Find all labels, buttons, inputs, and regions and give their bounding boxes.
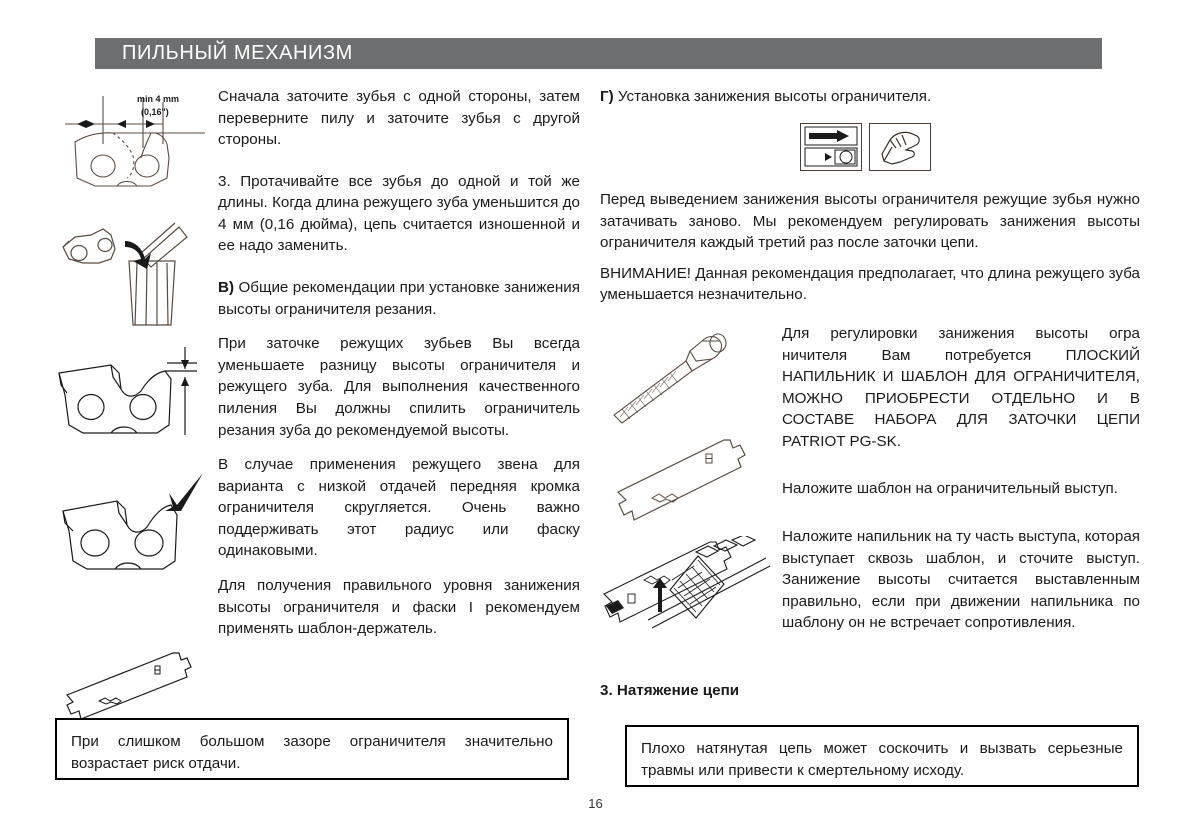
heading-label-g: Г)	[600, 88, 614, 105]
paragraph-general-recommendations-text: Общие рекомендации при установке занижения высоты ограничителя резания.	[218, 279, 580, 318]
left-text-strip	[218, 86, 580, 653]
paragraph-flat-file-and-template: Для регулировки занижения высоты огра ничителя Вам потребуется ПЛОСКИЙ НАПИЛЬНИК И ШАБЛОН ДЛЯ ОГРАНИЧИТЕЛЯ, МОЖНО ПРИОБРЕСТИ ОТДЕЛЬНО И В СОСТАВЕ НАБОРА ДЛЯ ЗАТОЧКИ ЦЕПИ PATRIOT PG-SK.	[782, 325, 1140, 450]
worn-tooth-discard-diagram	[55, 205, 215, 327]
section-heading-chain-tension: 3. Натяжение цепи	[600, 682, 740, 699]
gauge-template-diagram	[600, 434, 778, 532]
right-column	[600, 86, 1140, 699]
paragraph-label-v: В)	[218, 279, 235, 297]
flat-file-tool-diagram	[600, 323, 778, 428]
safety-icon-pair	[800, 123, 931, 171]
page-header-bar	[95, 38, 1102, 69]
filing-gauge-template-diagram	[55, 649, 215, 729]
paragraph-sharpening-difference: При заточке режущих зубьев Вы всегда уменьшаете разницу высоты ограничителя и режущего зуба. Для выполнения качественного пиления Вы должны спилить ограничитель резания зуба до рекомендуемой высоты.	[218, 335, 580, 439]
chain-tension-warning-text: Плохо натянутая цепь может соскочить и вызвать серьезные травмы или привести к смертельному исходу.	[641, 740, 1123, 779]
kickback-warning-box	[55, 718, 569, 780]
filing-through-template-diagram	[600, 536, 778, 656]
glove-hand-icon	[869, 123, 931, 171]
chain-tension-warning-box	[625, 725, 1139, 787]
kickback-warning-text: При слишком большом зазоре ограничителя значительно возрастает риск отдачи.	[71, 733, 553, 772]
min-length-label-line1: min 4 mm	[137, 94, 180, 104]
paragraph-resharpen-before-depth: Перед выведением занижения высоты ограничителя режущие зубья нужно затачивать заново. Мы рекомендуем регулировать занижения высоты ограничителя каждый третий раз после заточки цепи.	[600, 191, 1140, 252]
paragraph-file-all-teeth: 3. Протачивайте все зубья до одной и той же длины. Когда длина режущего зуба уменьшится до 4 мм (0,16 дюйма), цепь считается изношенной и ее надо заменить.	[218, 172, 580, 255]
depth-gauge-rounded-edge-diagram	[55, 471, 215, 593]
paragraph-sharpen-both-sides: Сначала заточите зубья с одной стороны, затем переверните пилу и заточите зубья с другой стороны.	[218, 88, 580, 149]
paragraph-file-protruding-part: Наложите напильник на ту часть выступа, которая выступает сквозь шаблон, и сточите выступ. Занижение высоты считается выставленным правильно, если при движении напильника по шаблону он не встречает сопротивления.	[782, 528, 1140, 632]
cutter-tooth-min-length-diagram	[55, 86, 215, 191]
left-figure-strip	[55, 86, 215, 729]
page-title: ПИЛЬНЫЙ МЕХАНИЗМ	[122, 42, 353, 64]
min-length-label-line2: (0,16")	[141, 107, 169, 117]
heading-depth-gauge-setting-text: Установка занижения высоты ограничителя.	[613, 88, 932, 105]
forward-arrow-icon	[800, 123, 862, 171]
heading-depth-gauge-setting	[600, 86, 1140, 108]
depth-gauge-height-diagram	[55, 339, 215, 457]
page-number: 16	[588, 796, 603, 811]
paragraph-attention-note: ВНИМАНИЕ! Данная рекомендация предполагает, что длина режущего зуба уменьшается незначительно.	[600, 264, 1140, 304]
paragraph-use-gauge-holder: Для получения правильного уровня занижения высоты ограничителя и фаски I рекомендуем применять шаблон-держатель.	[218, 576, 580, 638]
paragraph-general-recommendations	[218, 277, 580, 320]
paragraph-place-template: Наложите шаблон на ограничительный выступ.	[782, 480, 1119, 498]
right-text-strip	[782, 323, 1140, 647]
right-figure-strip	[600, 323, 778, 656]
paragraph-low-kickback-link: В случае применения режущего звена для варианта с низкой отдачей передняя кромка ограничителя скругляется. Очень важно поддерживать этот радиус или фаску одинаковыми.	[218, 456, 580, 560]
